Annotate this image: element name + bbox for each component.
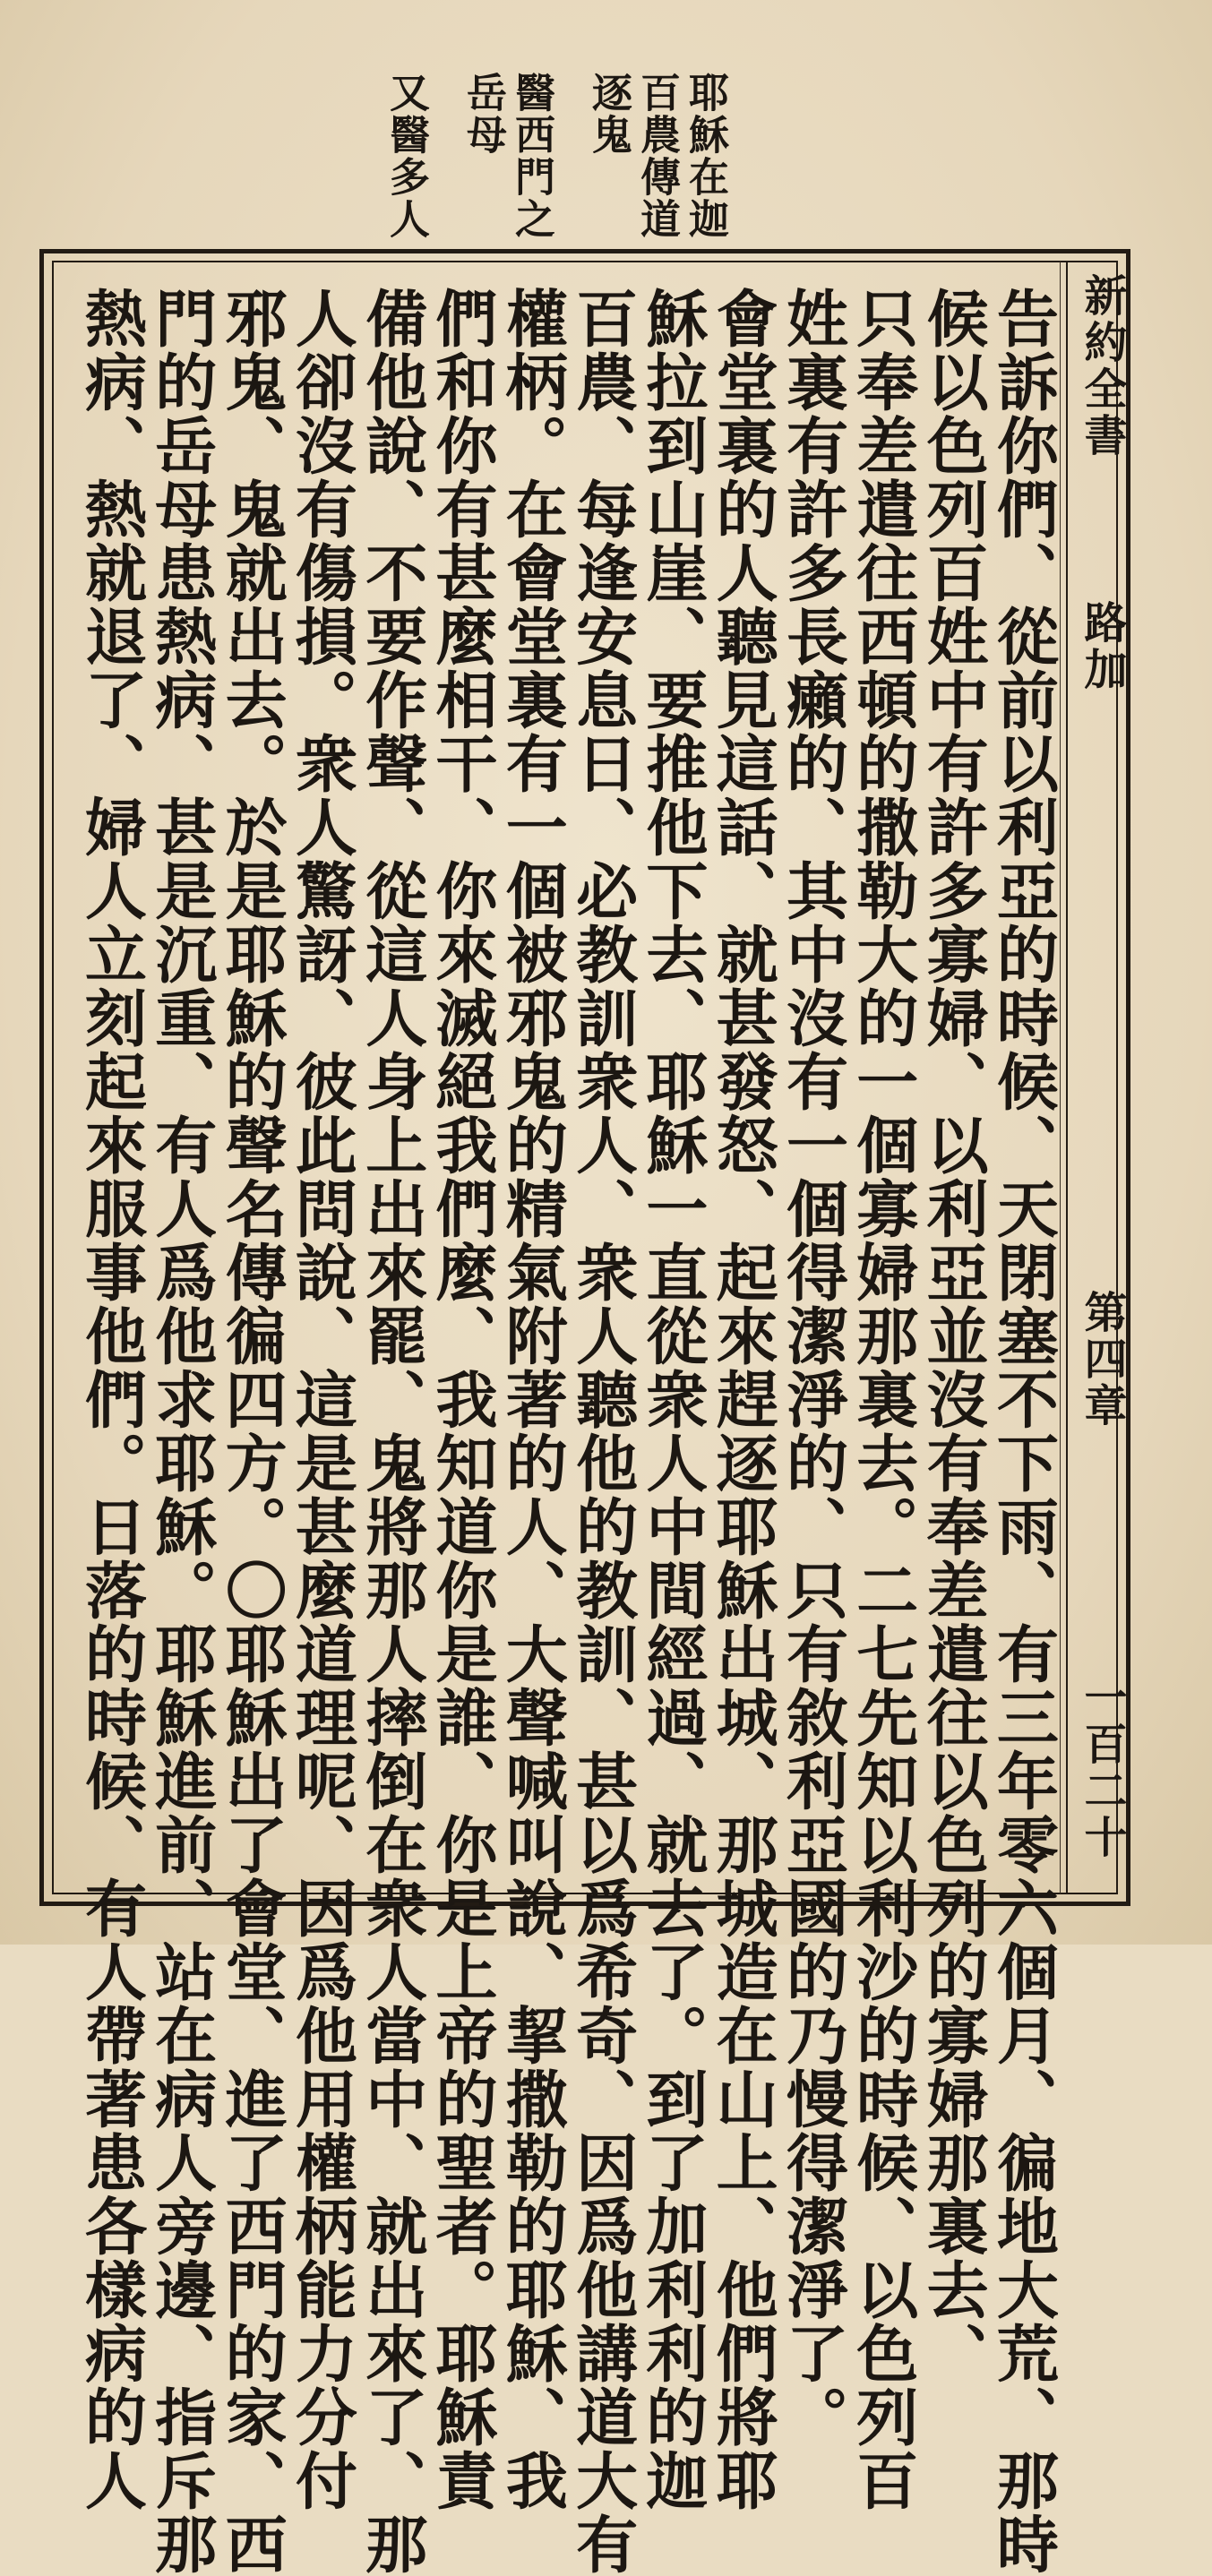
text-column: 只奉差遣往西頓的撒勒大的一個寡婦那裏去。二七先知以利沙的時候、以色列百 — [846, 287, 919, 2512]
margin-note — [460, 72, 554, 251]
margin-note-line: 逐鬼 — [585, 72, 632, 156]
text-column: 候以色列百姓中有許多寡婦、以利亞並沒有奉差遣往以色列的寡婦那裏去、 — [915, 287, 989, 2385]
header-rule-thin — [1060, 262, 1061, 1893]
margin-note — [383, 72, 429, 251]
chapter-label: 第四章 — [1077, 1290, 1127, 1430]
book-title: 新約全書 — [1077, 273, 1127, 459]
text-column: 備他說、不要作聲、從這人身上出來罷、鬼將那人摔倒在衆人當中、就出來了、那 — [355, 287, 428, 2576]
text-column: 穌拉到山崖、要推他下去、耶穌一直從衆人中間經過、就去了。到了加利利的迦 — [635, 287, 709, 2512]
margin-note-line: 又醫多人 — [383, 72, 430, 240]
scripture-text — [74, 287, 1059, 2576]
running-head — [1071, 273, 1127, 1885]
margin-note-line: 醫西門之 — [508, 72, 555, 240]
margin-note-line: 百農傳道 — [633, 72, 681, 240]
page-number: 一百二十 — [1077, 1675, 1127, 1861]
text-column: 門的岳母患熱病、甚是沉重、有人爲他求耶穌。耶穌進前、站在病人旁邊、指斥那 — [144, 287, 218, 2576]
text-column: 百農、每逢安息日、必教訓衆人、衆人聽他的教訓、甚以爲希奇、因爲他講道大有 — [565, 287, 639, 2576]
margin-note — [585, 72, 728, 251]
gospel-name: 路加 — [1077, 600, 1127, 693]
text-column: 權柄。在會堂裏有一個被邪鬼的精氣附著的人、大聲喊叫說、挈撒勒的耶穌、我 — [494, 287, 568, 2512]
text-column: 們和你有甚麼相干、你來滅絕我們麼、我知道你是誰、你是上帝的聖者。耶穌責 — [425, 287, 498, 2512]
text-column: 人卻沒有傷損。衆人驚訝、彼此問說、這是甚麼道理呢、因爲他用權柄能力分付 — [284, 287, 357, 2512]
text-column: 熱病、熱就退了、婦人立刻起來服事他們。日落的時候、有人帶著患各樣病的人 — [74, 287, 147, 2512]
margin-note-line: 岳母 — [460, 72, 507, 156]
text-column: 邪鬼、鬼就出去。於是耶穌的聲名傳徧四方。〇耶穌出了會堂、進了西門的家、西 — [214, 287, 288, 2576]
text-column: 姓裏有許多長癩的、其中沒有一個得潔淨的、只有敘利亞國的乃慢得潔淨了。 — [775, 287, 848, 2449]
header-rule — [1066, 262, 1068, 1893]
margin-note-line: 耶穌在迦 — [682, 72, 729, 240]
text-column: 會堂裏的人聽見這話、就甚發怒、起來趕逐耶穌出城、那城造在山上、他們將耶 — [705, 287, 778, 2512]
text-column: 告訴你們、從前以利亞的時候、天閉塞不下雨、有三年零六個月、徧地大荒、那時 — [985, 287, 1059, 2576]
margin-notes — [383, 72, 728, 251]
